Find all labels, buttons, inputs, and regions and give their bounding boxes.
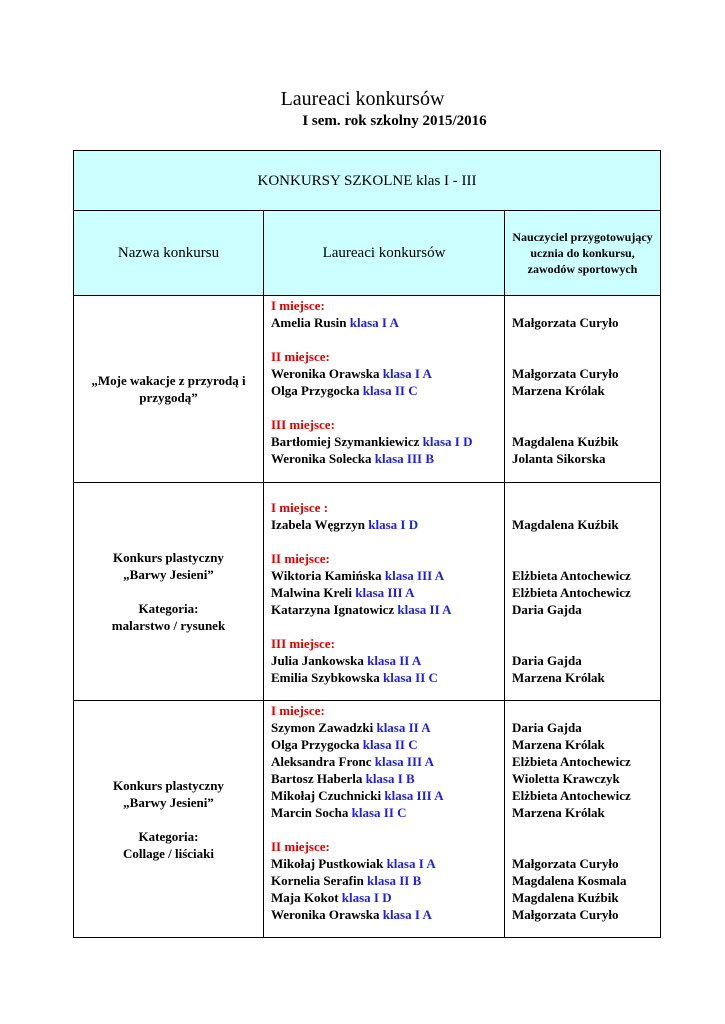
teachers-cell [505, 483, 661, 701]
student-class: klasa I B [365, 771, 415, 786]
spacer [512, 499, 660, 516]
spacer [512, 331, 660, 348]
spacer [512, 416, 660, 433]
student-name: Mikołaj Czuchnicki [271, 788, 382, 803]
laureate-entry [271, 584, 504, 601]
student-class: klasa II C [362, 737, 418, 752]
contest-name-line: „Barwy Jesieni” [123, 567, 214, 582]
spacer [512, 702, 660, 719]
place-heading: III miejsce: [271, 417, 335, 432]
table-header: KONKURSY SZKOLNE klas I - III [74, 151, 661, 211]
student-name: Maja Kokot [271, 890, 339, 905]
teacher-name: Elżbieta Antochewicz [512, 585, 631, 600]
teacher-name: Marzena Królak [512, 383, 605, 398]
spacer [271, 331, 504, 348]
contest-row [74, 296, 661, 483]
laureate-entry [271, 787, 504, 804]
contest-name-line: Kategoria: [138, 828, 199, 844]
subtitle-text: I sem. rok szkolny 2015/2016 [302, 113, 487, 129]
laureate-entry [271, 889, 504, 906]
student-name: Weronika Orawska [271, 366, 380, 381]
spacer [512, 635, 660, 652]
contest-row [74, 483, 661, 701]
student-class: klasa III A [355, 585, 415, 600]
contest-name-line: Konkurs plastyczny [113, 550, 224, 565]
contest-name-cell [74, 483, 264, 701]
student-class: klasa II C [351, 805, 407, 820]
student-name: Mikołaj Pustkowiak [271, 856, 384, 871]
laureate-entry [271, 365, 504, 382]
teacher-name: Jolanta Sikorska [512, 451, 606, 466]
teacher-name: Elżbieta Antochewicz [512, 788, 631, 803]
teacher-name: Magdalena Kuźbik [512, 434, 619, 449]
student-class: klasa I A [386, 856, 436, 871]
contest-name-cell [74, 701, 264, 938]
teacher-name: Marzena Królak [512, 805, 605, 820]
spacer [512, 399, 660, 416]
laureates-cell [264, 483, 505, 701]
place-heading: I miejsce: [271, 703, 325, 718]
student-class: klasa I D [341, 890, 392, 905]
page-subtitle [0, 112, 725, 130]
teacher-name: Marzena Królak [512, 670, 605, 685]
student-name: Weronika Orawska [271, 907, 380, 922]
teacher-name: Daria Gajda [512, 602, 582, 617]
column-header-laureates: Laureaci konkursów [264, 211, 505, 296]
contest-row [74, 701, 661, 938]
laureate-entry [271, 652, 504, 669]
teacher-name: Marzena Królak [512, 737, 605, 752]
place-heading: II miejsce: [271, 551, 330, 566]
spacer [512, 838, 660, 855]
student-name: Katarzyna Ignatowicz [271, 602, 395, 617]
column-header-name: Nazwa konkursu [74, 211, 264, 296]
student-name: Bartosz Haberla [271, 771, 363, 786]
student-class: klasa II A [367, 653, 422, 668]
contest-name-line [74, 583, 263, 600]
spacer [512, 348, 660, 365]
teacher-name: Elżbieta Antochewicz [512, 568, 631, 583]
spacer [271, 618, 504, 635]
student-name: Szymon Zawadzki [271, 720, 374, 735]
student-name: Emilia Szybkowska [271, 670, 380, 685]
laureate-entry [271, 450, 504, 467]
teacher-name: Elżbieta Antochewicz [512, 754, 631, 769]
contest-name-cell [74, 296, 264, 483]
contest-name-line: „Moje wakacje z przyrodą i [91, 373, 246, 388]
laureate-entry [271, 669, 504, 686]
laureate-entry [271, 382, 504, 399]
student-class: klasa III B [374, 451, 435, 466]
contest-name-line: Collage / liściaki [123, 845, 214, 861]
laureates-cell [264, 296, 505, 483]
laureate-entry [271, 314, 504, 331]
student-class: klasa III A [374, 754, 435, 769]
laureate-entry [271, 753, 504, 770]
place-heading: III miejsce: [271, 636, 335, 651]
student-name: Wiktoria Kamińska [271, 568, 382, 583]
laureate-entry [271, 736, 504, 753]
contest-table [73, 150, 661, 938]
student-class: klasa II A [397, 602, 452, 617]
teacher-name: Magdalena Kuźbik [512, 517, 619, 532]
laureate-entry [271, 770, 504, 787]
spacer [512, 297, 660, 314]
laureate-entry [271, 872, 504, 889]
teacher-name: Magdalena Kuźbik [512, 890, 619, 905]
page-title: Laureaci konkursów [280, 88, 445, 110]
student-class: klasa II C [362, 383, 418, 398]
laureate-entry [271, 804, 504, 821]
laureates-cell [264, 701, 505, 938]
place-heading: I miejsce : [271, 500, 329, 515]
student-name: Malwina Kreli [271, 585, 353, 600]
student-name: Aleksandra Fronc [271, 754, 372, 769]
place-heading: I miejsce: [271, 298, 325, 313]
place-heading: II miejsce: [271, 839, 330, 854]
student-name: Bartłomiej Szymankiewicz [271, 434, 420, 449]
student-class: klasa I A [382, 366, 432, 381]
laureate-entry [271, 855, 504, 872]
student-name: Marcin Socha [271, 805, 349, 820]
spacer [271, 821, 504, 838]
teacher-name: Daria Gajda [512, 653, 582, 668]
contest-name-line: przygodą” [139, 390, 198, 405]
teachers-cell [505, 296, 661, 483]
teacher-name: Małgorzata Curyło [512, 856, 619, 871]
laureate-entry [271, 516, 504, 533]
teacher-name: Małgorzata Curyło [512, 315, 619, 330]
student-name: Kornelia Serafin [271, 873, 364, 888]
laureate-entry [271, 601, 504, 618]
laureate-entry [271, 433, 504, 450]
student-class: klasa II B [367, 873, 422, 888]
place-heading: II miejsce: [271, 349, 330, 364]
teacher-name: Daria Gajda [512, 720, 582, 735]
student-name: Olga Przygocka [271, 383, 360, 398]
column-header-teacher: Nauczyciel przygotowujący ucznia do konkursu, zawodów sportowych [505, 211, 661, 296]
student-class: klasa I A [349, 315, 399, 330]
contest-name-line: malarstwo / rysunek [111, 618, 226, 633]
laureate-entry [271, 567, 504, 584]
teacher-name: Małgorzata Curyło [512, 907, 619, 922]
student-class: klasa I D [368, 517, 419, 532]
student-name: Amelia Rusin [271, 315, 347, 330]
spacer [512, 618, 660, 635]
teacher-name: Wioletta Krawczyk [512, 771, 620, 786]
spacer [271, 399, 504, 416]
teachers-cell [505, 701, 661, 938]
spacer [512, 550, 660, 567]
student-class: klasa I A [382, 907, 432, 922]
student-class: klasa II C [382, 670, 438, 685]
contest-name-line: „Barwy Jesieni” [123, 794, 214, 810]
laureate-entry [271, 719, 504, 736]
teacher-name: Magdalena Kosmala [512, 873, 627, 888]
student-name: Olga Przygocka [271, 737, 360, 752]
spacer [512, 533, 660, 550]
spacer [512, 821, 660, 838]
spacer [271, 533, 504, 550]
student-class: klasa III A [384, 568, 445, 583]
student-name: Weronika Solecka [271, 451, 372, 466]
student-class: klasa III A [384, 788, 444, 803]
student-name: Julia Jankowska [271, 653, 364, 668]
teacher-name: Małgorzata Curyło [512, 366, 619, 381]
student-class: klasa II A [376, 720, 431, 735]
contest-name-line: Konkurs plastyczny [113, 777, 224, 793]
student-name: Izabela Węgrzyn [271, 517, 365, 532]
student-class: klasa I D [422, 434, 473, 449]
contest-name-line [74, 811, 263, 828]
laureate-entry [271, 906, 504, 923]
contest-name-line: Kategoria: [138, 601, 199, 616]
